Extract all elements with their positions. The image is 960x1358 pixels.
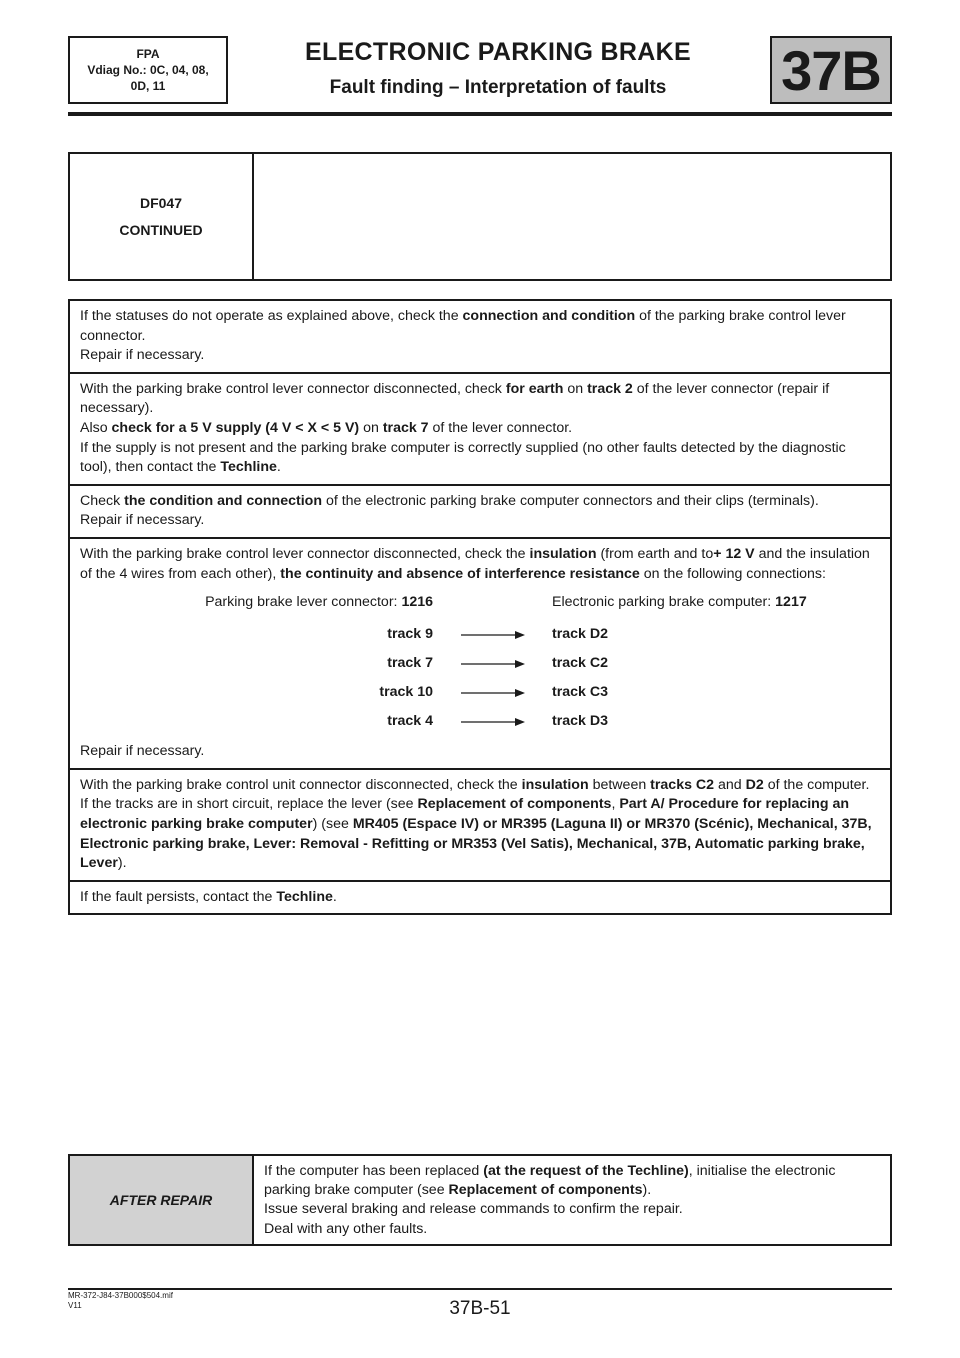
emphasis: insulation <box>521 776 589 793</box>
document-reference <box>68 1291 173 1311</box>
text: Electronic parking brake computer: <box>552 594 776 611</box>
text: on <box>359 419 383 436</box>
text: If the computer has been replaced <box>264 1163 484 1179</box>
text: With the parking brake control unit connector disconnected, check the <box>80 776 522 793</box>
computer-track: track C3 <box>552 683 608 700</box>
lever-track: track 10 <box>379 683 433 700</box>
emphasis: connection and condition <box>462 308 636 324</box>
procedure-table <box>68 299 892 915</box>
page-subtitle: Fault finding – Interpretation of faults <box>329 77 667 98</box>
emphasis: Techline <box>220 459 277 476</box>
lever-track: track 7 <box>387 654 433 671</box>
vdiag-line-2: 0D, 11 <box>130 79 166 93</box>
emphasis: the continuity and absence of interference resistance <box>280 565 640 582</box>
text: of the lever connector (repair if necessary). <box>80 380 830 417</box>
computer-track: track D3 <box>552 712 608 729</box>
text: and the insulation of the 4 wires from each other), <box>80 545 870 582</box>
connection-header <box>80 592 880 614</box>
emphasis: Replacement of components <box>417 796 612 813</box>
text: of the lever connector. <box>428 419 573 436</box>
emphasis: Part A/ Procedure for replacing an electronic parking brake computer <box>80 796 850 832</box>
fault-status: CONTINUED <box>119 221 203 238</box>
text: , initialise the electronic parking brake computer (see <box>264 1163 836 1199</box>
text: between <box>588 776 651 793</box>
text: Repair if necessary. <box>80 347 205 364</box>
emphasis: track 2 <box>587 380 633 397</box>
fault-code-box <box>68 152 892 281</box>
connection-row <box>80 649 880 678</box>
arrow-right-icon <box>433 630 552 640</box>
vdiag-line-1: Vdiag No.: 0C, 04, 08, <box>87 63 209 77</box>
text: ) (see <box>312 815 353 832</box>
text: Also <box>80 419 112 436</box>
file-reference: MR-372-J84-37B000$504.mif <box>68 1291 173 1300</box>
footer-divider <box>68 1288 892 1290</box>
connection-row <box>80 678 880 707</box>
text: and <box>714 776 746 793</box>
text: Repair if necessary. <box>80 512 205 529</box>
procedure-step-6 <box>70 880 890 914</box>
procedure-step-3 <box>70 484 890 537</box>
text: If the supply is not present and the parking brake computer is correctly supplied (no other faults detected by the diagnostic tool), then contact the <box>80 439 846 476</box>
text: of the electronic parking brake computer connectors and their clips (terminals). <box>322 492 819 509</box>
procedure-step-2 <box>70 372 890 484</box>
emphasis: check for a 5 V supply (4 V < X < 5 V) <box>111 419 360 436</box>
text: on the following connections: <box>639 565 826 582</box>
page-number: 37B-51 <box>449 1298 511 1319</box>
lever-connector-code: 1216 <box>401 594 433 611</box>
lever-track: track 4 <box>387 712 433 729</box>
page-title: ELECTRONIC PARKING BRAKE <box>305 38 691 66</box>
version: V11 <box>68 1301 82 1310</box>
after-repair-label: AFTER REPAIR <box>70 1156 254 1244</box>
text: With the parking brake control lever connector disconnected, check <box>80 380 506 397</box>
emphasis: D2 <box>745 776 764 793</box>
emphasis: insulation <box>529 545 597 562</box>
text: of the computer. If the tracks are in short circuit, replace the lever (see <box>80 776 870 813</box>
emphasis: Replacement of components <box>448 1182 643 1199</box>
emphasis: the condition and connection <box>124 492 322 509</box>
lever-track: track 9 <box>387 625 433 642</box>
section-code-badge: 37B <box>770 36 892 104</box>
computer-connector-code: 1217 <box>775 594 807 611</box>
fault-code: DF047 <box>139 194 183 211</box>
text: ). <box>117 855 127 872</box>
text: . <box>276 459 281 476</box>
text: on <box>563 380 588 397</box>
fault-code-cell <box>70 154 254 279</box>
emphasis: for earth <box>505 380 564 397</box>
emphasis: track 7 <box>382 419 429 436</box>
connection-row <box>80 707 880 736</box>
fpa-label: FPA <box>136 47 160 61</box>
emphasis: Techline <box>276 888 333 905</box>
after-repair-instructions <box>254 1156 890 1244</box>
emphasis: + 12 V <box>713 545 755 562</box>
text: Parking brake lever connector: <box>205 594 402 611</box>
text: of the parking brake control lever connector. <box>80 308 846 344</box>
text: , <box>611 796 620 813</box>
computer-track: track D2 <box>552 625 608 642</box>
procedure-step-4 <box>70 537 890 768</box>
text: Issue several braking and release commands to confirm the repair. <box>264 1201 683 1218</box>
text: Deal with any other faults. <box>264 1220 428 1237</box>
text: . <box>332 888 337 905</box>
computer-connector-label <box>552 593 807 613</box>
procedure-step-1 <box>70 301 890 372</box>
after-repair-box <box>68 1154 892 1246</box>
arrow-right-icon <box>433 717 552 727</box>
emphasis: MR405 (Espace IV) or MR395 (Laguna II) or MR370 (Scénic), Mechanical, 37B, Electronic parking brake, Lever: Removal - Refitting or MR353 (Vel Satis), Mechanical, 37B, Automatic parking brake, Lever <box>80 815 872 872</box>
text: (from earth and to <box>596 545 714 562</box>
arrow-right-icon <box>433 688 552 698</box>
text: Repair if necessary. <box>80 743 205 760</box>
connection-row <box>80 620 880 649</box>
text: If the statuses do not operate as explained above, check the <box>80 308 463 324</box>
vdiag-box <box>68 36 228 104</box>
text: ). <box>642 1182 652 1199</box>
text: If the fault persists, contact the <box>80 888 277 905</box>
computer-track: track C2 <box>552 654 608 671</box>
text: Check <box>80 492 125 509</box>
text: With the parking brake control lever connector disconnected, check the <box>80 545 530 562</box>
procedure-step-5 <box>70 768 890 880</box>
header-divider <box>68 112 892 116</box>
lever-connector-label <box>80 593 433 613</box>
arrow-right-icon <box>433 659 552 669</box>
emphasis: tracks C2 <box>650 776 715 793</box>
emphasis: (at the request of the Techline) <box>483 1163 689 1179</box>
